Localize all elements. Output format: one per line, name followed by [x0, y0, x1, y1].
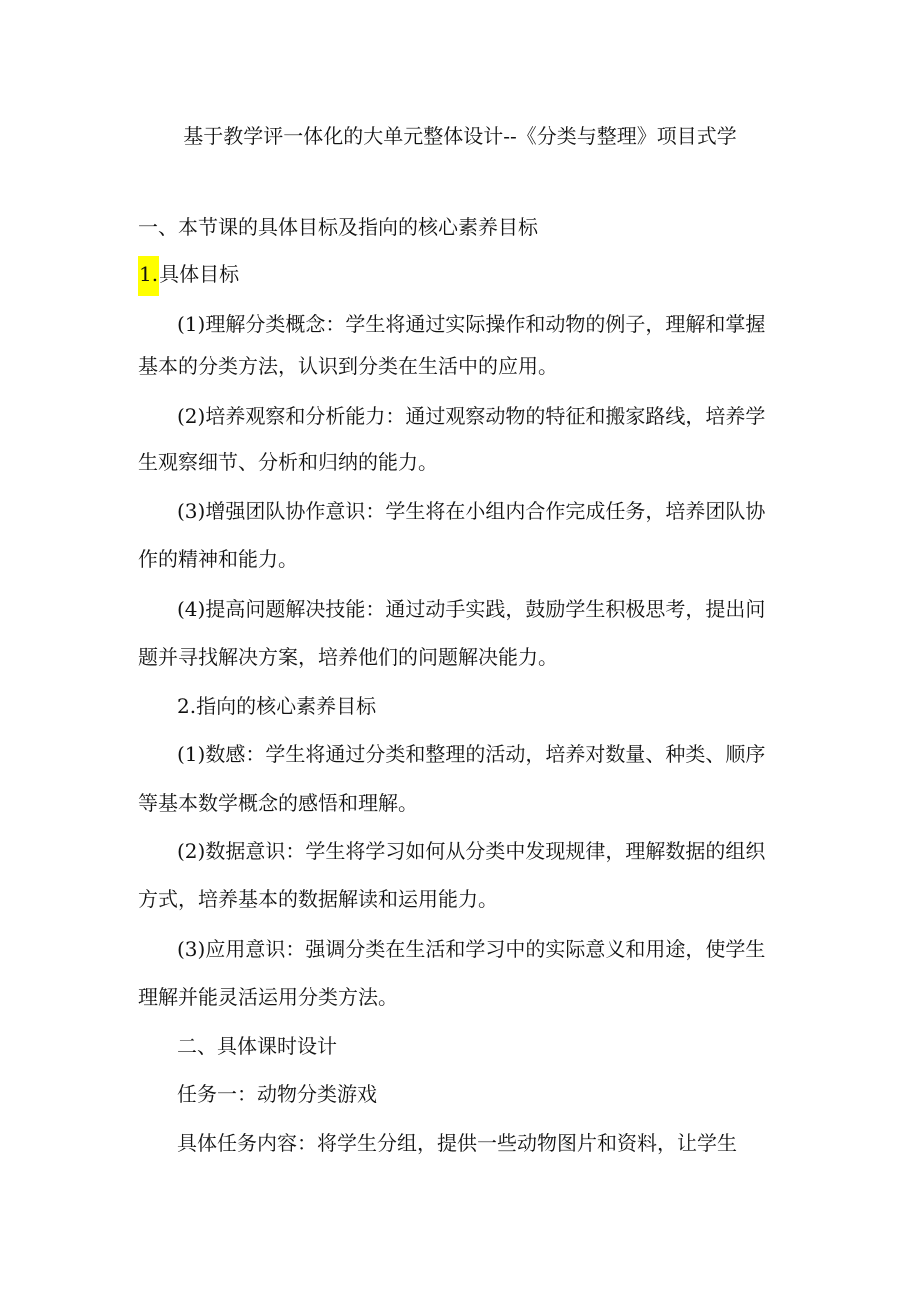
- core-goal-1-line-2: 等基本数学概念的感悟和理解。: [138, 791, 418, 815]
- core-goal-3-line-2: 理解并能灵活运用分类方法。: [138, 985, 398, 1009]
- goal-4-line-2: 题并寻找解决方案，培养他们的问题解决能力。: [138, 645, 558, 669]
- subheading-label: 具体目标: [159, 262, 240, 286]
- goal-3-line-1: (3)增强团队协作意识：学生将在小组内合作完成任务，培养团队协: [177, 499, 766, 523]
- task-1-heading: 任务一：动物分类游戏: [177, 1082, 377, 1106]
- subheading-specific-goals: [138, 258, 239, 290]
- core-goal-1-line-1: (1)数感：学生将通过分类和整理的活动，培养对数量、种类、顺序: [177, 742, 766, 766]
- goal-4-line-1: (4)提高问题解决技能：通过动手实践，鼓励学生积极思考，提出问: [177, 597, 766, 621]
- goal-1-line-1: (1)理解分类概念：学生将通过实际操作和动物的例子，理解和掌握: [177, 312, 766, 336]
- core-goal-3-line-1: (3)应用意识：强调分类在生活和学习中的实际意义和用途，使学生: [177, 937, 766, 961]
- core-goal-2-line-1: (2)数据意识：学生将学习如何从分类中发现规律，理解数据的组织: [177, 839, 766, 863]
- section-heading-lesson-design: 二、具体课时设计: [177, 1034, 337, 1058]
- goal-3-line-2: 作的精神和能力。: [138, 547, 298, 571]
- goal-2-line-2: 生观察细节、分析和归纳的能力。: [138, 450, 438, 474]
- goal-1-line-2: 基本的分类方法，认识到分类在生活中的应用。: [138, 354, 558, 378]
- section-heading-objectives: 一、本节课的具体目标及指向的核心素养目标: [138, 215, 538, 239]
- core-goal-2-line-2: 方式，培养基本的数据解读和运用能力。: [138, 887, 498, 911]
- subheading-core-goals: 2.指向的核心素养目标: [177, 694, 377, 718]
- highlighted-number: 1.: [138, 256, 159, 296]
- task-1-content: 具体任务内容：将学生分组，提供一些动物图片和资料，让学生: [177, 1131, 737, 1155]
- document-title: 基于教学评一体化的大单元整体设计--《分类与整理》项目式学: [183, 124, 737, 148]
- goal-2-line-1: (2)培养观察和分析能力：通过观察动物的特征和搬家路线，培养学: [177, 404, 766, 428]
